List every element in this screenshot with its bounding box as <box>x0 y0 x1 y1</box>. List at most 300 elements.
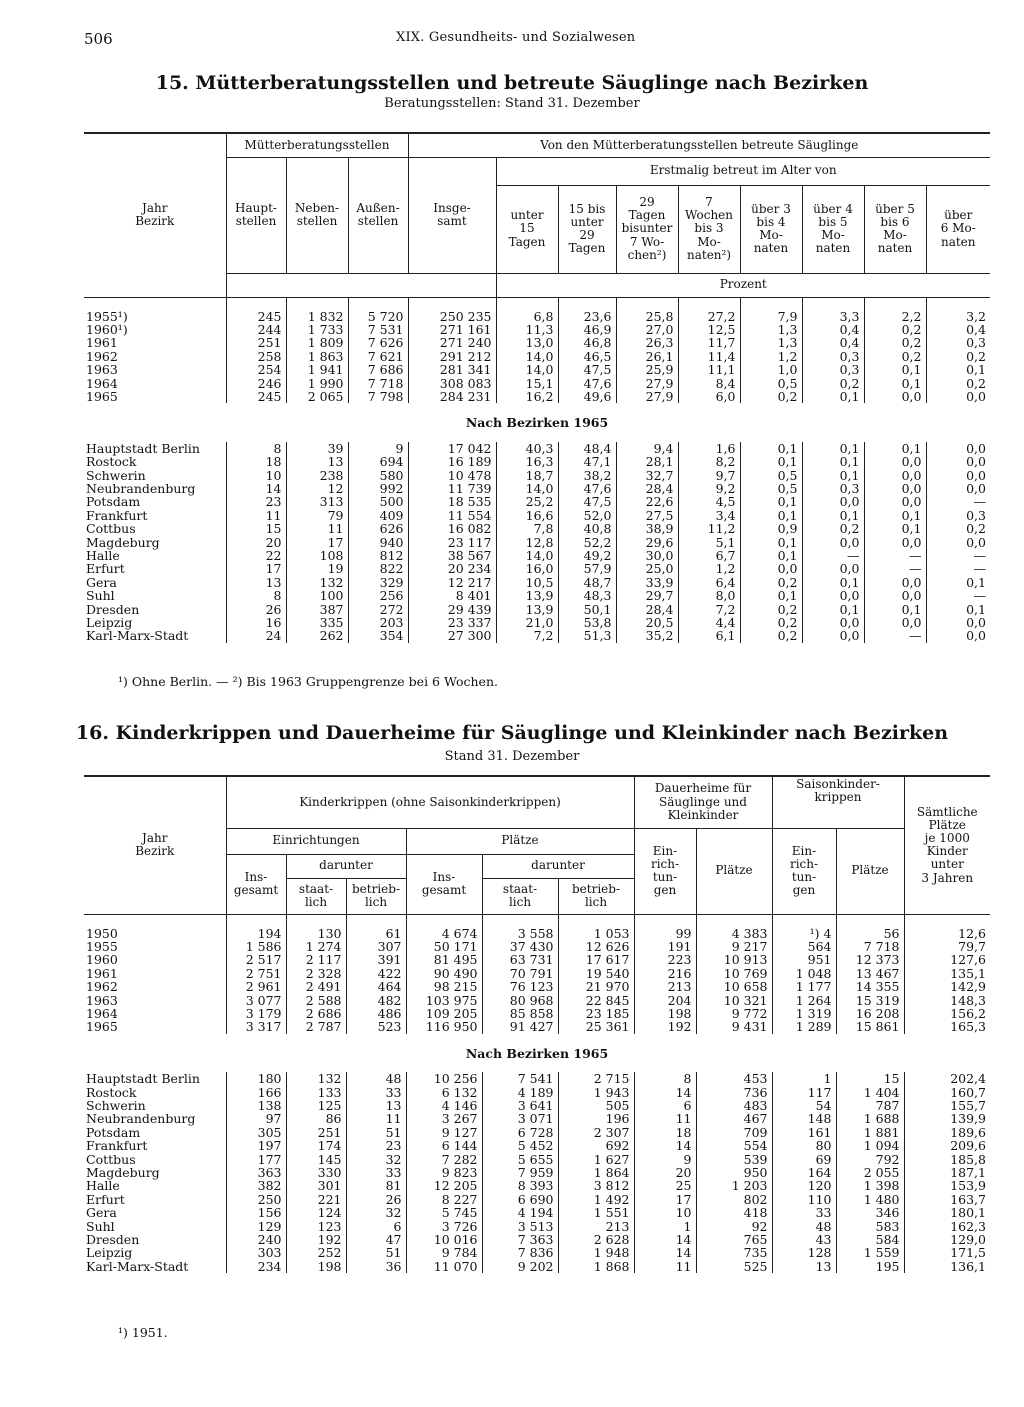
table-cell: 204 <box>634 994 696 1007</box>
table-cell: 47 <box>346 1233 406 1246</box>
table-cell: 0,0 <box>926 616 990 629</box>
table-cell: 8,2 <box>678 455 740 468</box>
table-cell: 2 117 <box>286 953 346 966</box>
table-cell: 3,2 <box>926 310 990 323</box>
table-cell: 0,2 <box>740 390 802 403</box>
table-cell: 305 <box>226 1126 286 1139</box>
table-cell: 110 <box>772 1193 836 1206</box>
table-cell: 486 <box>346 1007 406 1020</box>
table-cell: 7 718 <box>348 377 408 390</box>
table-cell: 202,4 <box>904 1072 990 1085</box>
table-cell: 129 <box>226 1220 286 1233</box>
table-cell: 11 <box>226 509 286 522</box>
table-cell: 7 836 <box>482 1246 558 1259</box>
table-cell: 7 541 <box>482 1072 558 1085</box>
table-cell: 63 731 <box>482 953 558 966</box>
table-row <box>84 536 990 549</box>
table-cell: 8,4 <box>678 377 740 390</box>
table-cell: 11 554 <box>408 509 496 522</box>
table-cell: 48,7 <box>558 576 616 589</box>
table-cell: 787 <box>836 1099 904 1112</box>
row-label: Erfurt <box>86 561 125 577</box>
table-cell: 7 531 <box>348 323 408 336</box>
table-cell: 35,2 <box>616 629 678 642</box>
table-cell: 136,1 <box>904 1260 990 1273</box>
table-row <box>84 455 990 468</box>
row-label: Schwerin <box>86 1097 146 1113</box>
table-cell: — <box>926 589 990 602</box>
table-cell: 284 231 <box>408 390 496 403</box>
table-cell: 13,9 <box>496 589 558 602</box>
table-cell: 221 <box>286 1193 346 1206</box>
table-cell: 271 161 <box>408 323 496 336</box>
t15-col-15bis29: 15 bis unter 29 Tagen <box>558 185 616 273</box>
table-cell: 2 517 <box>226 953 286 966</box>
table-cell: 216 <box>634 967 696 980</box>
table-cell: 33,9 <box>616 576 678 589</box>
table-cell: 9 431 <box>696 1020 772 1033</box>
table-cell: 9,4 <box>616 442 678 455</box>
table-cell: 765 <box>696 1233 772 1246</box>
table-cell: 138 <box>226 1099 286 1112</box>
table-cell: 22 845 <box>558 994 634 1007</box>
table-cell: 21,0 <box>496 616 558 629</box>
table-cell: 4 189 <box>482 1086 558 1099</box>
table-row <box>84 1153 990 1166</box>
table-cell: 0,0 <box>802 536 864 549</box>
row-label: 1960 <box>86 952 118 968</box>
table-cell: 27 300 <box>408 629 496 642</box>
t16-col-pl-betrieblich: betrieb- lich <box>558 878 634 914</box>
row-label: 1964 <box>86 375 118 391</box>
table-cell: 32 <box>346 1206 406 1219</box>
table-cell: 250 <box>226 1193 286 1206</box>
table-row <box>84 482 990 495</box>
table-cell: 0,1 <box>926 576 990 589</box>
table-cell: 198 <box>286 1260 346 1273</box>
t15-stub-header: Jahr Bezirk <box>84 133 226 297</box>
table-cell: 2 715 <box>558 1072 634 1085</box>
table-cell: 47,6 <box>558 482 616 495</box>
table-cell: 81 <box>346 1179 406 1192</box>
table-cell: 281 341 <box>408 363 496 376</box>
table-cell: 23,6 <box>558 310 616 323</box>
table-cell: 160,7 <box>904 1086 990 1099</box>
table-cell: 153,9 <box>904 1179 990 1192</box>
row-label: Karl-Marx-Stadt <box>86 1258 189 1274</box>
table-cell: 196 <box>558 1112 634 1125</box>
table-cell: 0,1 <box>740 589 802 602</box>
t15-group-beratungsstellen: Mütterberatungsstellen <box>226 133 408 157</box>
table-cell: 6 <box>346 1220 406 1233</box>
table-cell: 3 641 <box>482 1099 558 1112</box>
table-cell: 33 <box>346 1086 406 1099</box>
table-cell: 14,0 <box>496 350 558 363</box>
table-cell: 19 <box>286 562 348 575</box>
table-cell: 709 <box>696 1126 772 1139</box>
t16-group-plaetze: Plätze <box>406 828 634 854</box>
table-cell: 250 235 <box>408 310 496 323</box>
table-cell: 2 307 <box>558 1126 634 1139</box>
table-cell: 0,0 <box>802 495 864 508</box>
table-row <box>84 1193 990 1206</box>
table-cell: 950 <box>696 1166 772 1179</box>
table-row <box>84 562 990 575</box>
row-label: Potsdam <box>86 1124 141 1140</box>
table-cell: 39 <box>286 442 348 455</box>
table-row <box>84 323 990 336</box>
table-cell: 0,0 <box>926 390 990 403</box>
table-cell: 174 <box>286 1139 346 1152</box>
table-cell: 0,0 <box>802 616 864 629</box>
table-cell: 0,1 <box>864 442 926 455</box>
table-cell: 36 <box>346 1260 406 1273</box>
table-cell: 23 <box>346 1139 406 1152</box>
table-cell: 25,8 <box>616 310 678 323</box>
table-cell: 56 <box>836 927 904 940</box>
table-cell: 32 <box>346 1153 406 1166</box>
table-cell: 1,0 <box>740 363 802 376</box>
table-row <box>84 1139 990 1152</box>
table-cell: 166 <box>226 1086 286 1099</box>
table-cell: 3 179 <box>226 1007 286 1020</box>
table-cell: 1 480 <box>836 1193 904 1206</box>
table-cell: 25,9 <box>616 363 678 376</box>
table-cell: 244 <box>226 323 286 336</box>
table-row <box>84 1020 990 1033</box>
table-cell: 148 <box>772 1112 836 1125</box>
table-row <box>84 1260 990 1273</box>
table-cell: 3 077 <box>226 994 286 1007</box>
table-cell: 272 <box>348 603 408 616</box>
t16-einr-darunter: darunter <box>286 854 406 878</box>
table-cell: 38,2 <box>558 469 616 482</box>
table-cell: 14,0 <box>496 363 558 376</box>
table-cell: 213 <box>634 980 696 993</box>
table-cell: 0,0 <box>864 482 926 495</box>
table-cell: 0,1 <box>926 363 990 376</box>
table-cell: 155,7 <box>904 1099 990 1112</box>
row-label: Frankfurt <box>86 507 148 523</box>
table-cell: 0,2 <box>864 350 926 363</box>
table-cell: 258 <box>226 350 286 363</box>
row-label: Rostock <box>86 1084 137 1100</box>
table-cell: 1 404 <box>836 1086 904 1099</box>
table-cell: 91 427 <box>482 1020 558 1033</box>
t15-col-insgesamt: Insge- samt <box>408 157 496 273</box>
table-cell: 0,2 <box>802 522 864 535</box>
table-cell: 7 718 <box>836 940 904 953</box>
table-cell: 792 <box>836 1153 904 1166</box>
table-cell: 7 282 <box>406 1153 482 1166</box>
table-cell: 162,3 <box>904 1220 990 1233</box>
table-cell: 192 <box>286 1233 346 1246</box>
table-cell: 3,3 <box>802 310 864 323</box>
table-cell: 0,0 <box>926 469 990 482</box>
table-cell: 0,2 <box>740 629 802 642</box>
table-cell: — <box>926 549 990 562</box>
table-cell: 177 <box>226 1153 286 1166</box>
row-label: Karl-Marx-Stadt <box>86 628 189 644</box>
t16-col-einr-insgesamt: Ins- gesamt <box>226 854 286 914</box>
table-cell: 0,1 <box>864 509 926 522</box>
t16-col-dauer-plaetze: Plätze <box>696 828 772 914</box>
table-cell: 46,8 <box>558 336 616 349</box>
row-label: Neubrandenburg <box>86 1111 196 1127</box>
table-cell: 8 <box>226 589 286 602</box>
table-cell: 0,0 <box>740 562 802 575</box>
table-cell: 6 144 <box>406 1139 482 1152</box>
row-label: Leipzig <box>86 615 133 631</box>
row-label: 1965 <box>86 388 118 404</box>
table-cell: 3 726 <box>406 1220 482 1233</box>
table-cell: 10 913 <box>696 953 772 966</box>
table-cell: 580 <box>348 469 408 482</box>
table16-subtitle: Stand 31. Dezember <box>444 749 580 764</box>
table-cell: 11 070 <box>406 1260 482 1273</box>
table-cell: 14,0 <box>496 549 558 562</box>
table-cell: 76 123 <box>482 980 558 993</box>
table-cell: 12 205 <box>406 1179 482 1192</box>
table-cell: 14,0 <box>496 482 558 495</box>
row-label: Magdeburg <box>86 534 160 550</box>
table-cell: 2 588 <box>286 994 346 1007</box>
table-cell: 128 <box>772 1246 836 1259</box>
table-cell: 3 267 <box>406 1112 482 1125</box>
table-cell: 27,0 <box>616 323 678 336</box>
table-cell: 0,0 <box>864 495 926 508</box>
table-cell: 4 146 <box>406 1099 482 1112</box>
table-cell: 203 <box>348 616 408 629</box>
table-cell: ¹) 4 <box>772 927 836 940</box>
table-cell: 57,9 <box>558 562 616 575</box>
table-cell: — <box>802 549 864 562</box>
table-cell: 52,0 <box>558 509 616 522</box>
table-cell: 53,8 <box>558 616 616 629</box>
table-cell: 22 <box>226 549 286 562</box>
table-cell: 812 <box>348 549 408 562</box>
row-label: 1963 <box>86 992 118 1008</box>
table-cell: — <box>864 562 926 575</box>
table-cell: 109 205 <box>406 1007 482 1020</box>
table-cell: 254 <box>226 363 286 376</box>
table-cell: 8 401 <box>408 589 496 602</box>
table-cell: 14 <box>634 1139 696 1152</box>
table-cell: 33 <box>772 1206 836 1219</box>
table-cell: 4,4 <box>678 616 740 629</box>
table-cell: 1,6 <box>678 442 740 455</box>
table-cell: 1 586 <box>226 940 286 953</box>
table-cell: 24 <box>226 629 286 642</box>
t15-col-5bis6m: über 5 bis 6 Mo- naten <box>864 185 926 273</box>
table-cell: — <box>864 549 926 562</box>
table-cell: 32,7 <box>616 469 678 482</box>
t16-group-saison: Saisonkinder- krippen <box>772 776 904 828</box>
table-cell: 123 <box>286 1220 346 1233</box>
table-cell: 191 <box>634 940 696 953</box>
row-label: Neubrandenburg <box>86 480 196 496</box>
row-label: 1960¹) <box>86 321 128 337</box>
table-cell: 209,6 <box>904 1139 990 1152</box>
table-cell: 10,5 <box>496 576 558 589</box>
table-cell: 99 <box>634 927 696 940</box>
row-label: 1962 <box>86 348 118 364</box>
table-cell: 11 739 <box>408 482 496 495</box>
table-cell: 9,2 <box>678 482 740 495</box>
table-cell: 1 <box>772 1072 836 1085</box>
table-row <box>84 1166 990 1179</box>
table-cell: 9 <box>634 1153 696 1166</box>
table-cell: 6 728 <box>482 1126 558 1139</box>
table-cell: 7 798 <box>348 390 408 403</box>
table-cell: 1 990 <box>286 377 348 390</box>
table-cell: 0,2 <box>926 350 990 363</box>
t16-col-einr-betrieblich: betrieb- lich <box>346 878 406 914</box>
t16-stub-header: Jahr Bezirk <box>84 776 226 914</box>
table-cell: 251 <box>226 336 286 349</box>
table-row <box>84 589 990 602</box>
table-cell: 9 202 <box>482 1260 558 1273</box>
table-cell: 25,2 <box>496 495 558 508</box>
table-cell: 16,2 <box>496 390 558 403</box>
table-cell: 6,4 <box>678 576 740 589</box>
table-cell: 2 787 <box>286 1020 346 1033</box>
table-cell: 171,5 <box>904 1246 990 1259</box>
row-label: 1955¹) <box>86 308 128 324</box>
table-cell: 409 <box>348 509 408 522</box>
table-cell: 7,2 <box>496 629 558 642</box>
table-cell: 308 083 <box>408 377 496 390</box>
table-cell: 38 567 <box>408 549 496 562</box>
section-label: Nach Bezirken 1965 <box>465 1045 609 1061</box>
table-cell: 79 <box>286 509 348 522</box>
table-cell: 192 <box>634 1020 696 1033</box>
table-cell: 0,0 <box>926 482 990 495</box>
table-cell: 0,5 <box>740 377 802 390</box>
table-cell: 12,5 <box>678 323 740 336</box>
table-cell: 0,1 <box>864 377 926 390</box>
row-label: Dresden <box>86 601 140 617</box>
table-cell: 0,1 <box>802 469 864 482</box>
table-row <box>84 1246 990 1259</box>
table-cell: 15 <box>836 1072 904 1085</box>
table-cell: 0,0 <box>802 589 864 602</box>
table-cell: 251 <box>286 1126 346 1139</box>
table-cell: 49,2 <box>558 549 616 562</box>
table-cell: 482 <box>346 994 406 1007</box>
row-label: 1961 <box>86 965 118 981</box>
table-cell: 1 319 <box>772 1007 836 1020</box>
table-cell: 13 <box>286 455 348 468</box>
table-cell: 50 171 <box>406 940 482 953</box>
table-cell: 28,4 <box>616 603 678 616</box>
table-cell: 6,8 <box>496 310 558 323</box>
table-cell: 0,4 <box>802 336 864 349</box>
table-cell: 133 <box>286 1086 346 1099</box>
table-cell: 335 <box>286 616 348 629</box>
table-cell: 29,6 <box>616 536 678 549</box>
table-row <box>84 1126 990 1139</box>
table-cell: 120 <box>772 1179 836 1192</box>
row-label: 1955 <box>86 938 118 954</box>
table-cell: 0,2 <box>740 603 802 616</box>
table-cell: 16 082 <box>408 522 496 535</box>
table-cell: 85 858 <box>482 1007 558 1020</box>
table-cell: 1 048 <box>772 967 836 980</box>
table-cell: 0,1 <box>802 455 864 468</box>
table-cell: 22,6 <box>616 495 678 508</box>
table-cell: 9 772 <box>696 1007 772 1020</box>
table-cell: 25,0 <box>616 562 678 575</box>
table-cell: 262 <box>286 629 348 642</box>
table-cell: 13 <box>346 1099 406 1112</box>
table-cell: 26 <box>226 603 286 616</box>
table-cell: 0,2 <box>740 616 802 629</box>
table-cell: 238 <box>286 469 348 482</box>
table-cell: 29,7 <box>616 589 678 602</box>
table-cell: 0,1 <box>740 509 802 522</box>
table-cell: 15 861 <box>836 1020 904 1033</box>
table-cell: 86 <box>286 1112 346 1125</box>
table-cell: 223 <box>634 953 696 966</box>
table-cell: 1,3 <box>740 323 802 336</box>
table-cell: 15 <box>226 522 286 535</box>
table-cell: 2 686 <box>286 1007 346 1020</box>
row-label: Suhl <box>86 588 115 604</box>
table-cell: 139,9 <box>904 1112 990 1125</box>
table-cell: 148,3 <box>904 994 990 1007</box>
row-label: Gera <box>86 574 117 590</box>
table-cell: 940 <box>348 536 408 549</box>
t16-col-saison-einr: Ein- rich- tun- gen <box>772 828 836 914</box>
table-cell: 7 621 <box>348 350 408 363</box>
table-cell: 4 194 <box>482 1206 558 1219</box>
table-cell: 8 227 <box>406 1193 482 1206</box>
table-cell: 0,0 <box>864 536 926 549</box>
table-cell: 13,0 <box>496 336 558 349</box>
table-cell: 30,0 <box>616 549 678 562</box>
table-cell: 5 720 <box>348 310 408 323</box>
table-cell: 8 <box>226 442 286 455</box>
table-cell: 16,3 <box>496 455 558 468</box>
table-cell: 3 071 <box>482 1112 558 1125</box>
table-cell: 2 065 <box>286 390 348 403</box>
table-cell: 1 398 <box>836 1179 904 1192</box>
table-cell: 467 <box>696 1112 772 1125</box>
page-number: 506 <box>84 30 113 48</box>
table-cell: 9 217 <box>696 940 772 953</box>
table-cell: 48 <box>346 1072 406 1085</box>
table-cell: 17 617 <box>558 953 634 966</box>
table-cell: 4 674 <box>406 927 482 940</box>
table-cell: 1 864 <box>558 1166 634 1179</box>
table-cell: 43 <box>772 1233 836 1246</box>
table-cell: 47,1 <box>558 455 616 468</box>
table-cell: 0,2 <box>740 576 802 589</box>
table-cell: 1 627 <box>558 1153 634 1166</box>
t15-col-3bis4m: über 3 bis 4 Mo- naten <box>740 185 802 273</box>
table-cell: 346 <box>836 1206 904 1219</box>
t15-col-hauptstellen: Haupt- stellen <box>226 157 286 273</box>
table-row <box>84 576 990 589</box>
table-cell: 626 <box>348 522 408 535</box>
table-cell: 0,0 <box>926 536 990 549</box>
table-cell: 9 127 <box>406 1126 482 1139</box>
table-cell: 736 <box>696 1086 772 1099</box>
table-cell: 0,0 <box>926 442 990 455</box>
table-cell: 14 <box>226 482 286 495</box>
table-cell: 10 769 <box>696 967 772 980</box>
